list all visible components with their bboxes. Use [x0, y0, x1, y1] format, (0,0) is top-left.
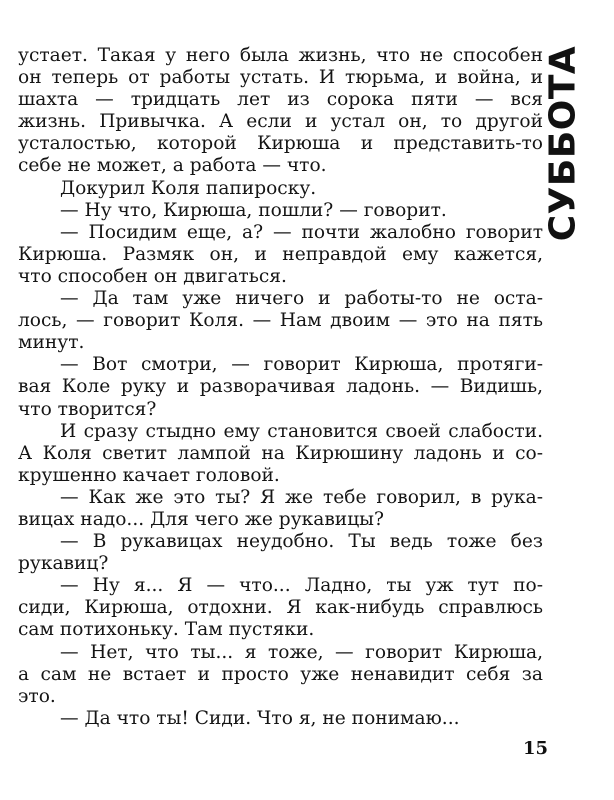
text-line: — Нет, что ты... я тоже, — говорит Кирюша,: [60, 641, 543, 663]
text-line: он теперь от работы устать. И тюрьма, и война, и: [18, 67, 543, 89]
text-line: шахта — тридцать лет из сорока пяти — вся: [18, 89, 543, 111]
text-line: А Коля светит лампой на Кирюшину ладонь и со-: [18, 442, 543, 464]
text-line: И сразу стыдно ему становится своей слабости.: [60, 420, 543, 442]
text-line: минут.: [18, 332, 85, 354]
text-line: — Ну я... Я — что... Ладно, ты уж тут по-: [60, 575, 543, 597]
text-line: что творится?: [18, 398, 157, 420]
text-line: вицах надо... Для чего же рукавицы?: [18, 508, 384, 530]
text-line: жизнь. Привычка. А если и устал он, то другой: [18, 111, 543, 133]
text-line: это.: [18, 685, 56, 707]
text-line: а сам не встает и просто уже ненавидит себя за: [18, 663, 543, 685]
text-line: усталостью, которой Кирюша и представить-то: [18, 133, 543, 155]
text-line: Докурил Коля папироску.: [60, 177, 317, 199]
text-line: устает. Такая у него была жизнь, что не способен: [18, 45, 543, 66]
section-title: [538, 45, 588, 241]
page-number: 15: [522, 738, 548, 759]
text-line: сам потихоньку. Там пустяки.: [18, 619, 315, 641]
text-line: вая Коле руку и разворачивая ладонь. — Видишь,: [18, 376, 543, 398]
text-line: лось, — говорит Коля. — Нам двоим — это на пять: [18, 310, 543, 332]
text-line: что способен он двигаться.: [18, 265, 287, 287]
text-line: — Вот смотри, — говорит Кирюша, протяги-: [60, 354, 543, 376]
text-line: Кирюша. Размяк он, и неправдой ему кажется,: [18, 243, 543, 265]
text-line: — Да что ты! Сиди. Что я, не понимаю...: [60, 707, 460, 729]
text-line: сиди, Кирюша, отдохни. Я как-нибудь справлюсь: [18, 597, 543, 619]
text-line: рукавиц?: [18, 553, 109, 575]
section-title-text: СУББОТА: [542, 45, 584, 241]
body-text: [18, 45, 543, 730]
text-line: — В рукавицах неудобно. Ты ведь тоже без: [60, 531, 543, 553]
text-line: — Как же это ты? Я же тебе говорил, в рука-: [60, 486, 543, 508]
text-line: крушенно качает головой.: [18, 464, 280, 486]
text-line: — Ну что, Кирюша, пошли? — говорит.: [60, 199, 447, 221]
text-line: себе не может, а работа — что.: [18, 155, 327, 177]
text-line: — Посидим еще, а? — почти жалобно говорит: [60, 221, 543, 243]
text-line: — Да там уже ничего и работы-то не оста-: [60, 288, 543, 310]
